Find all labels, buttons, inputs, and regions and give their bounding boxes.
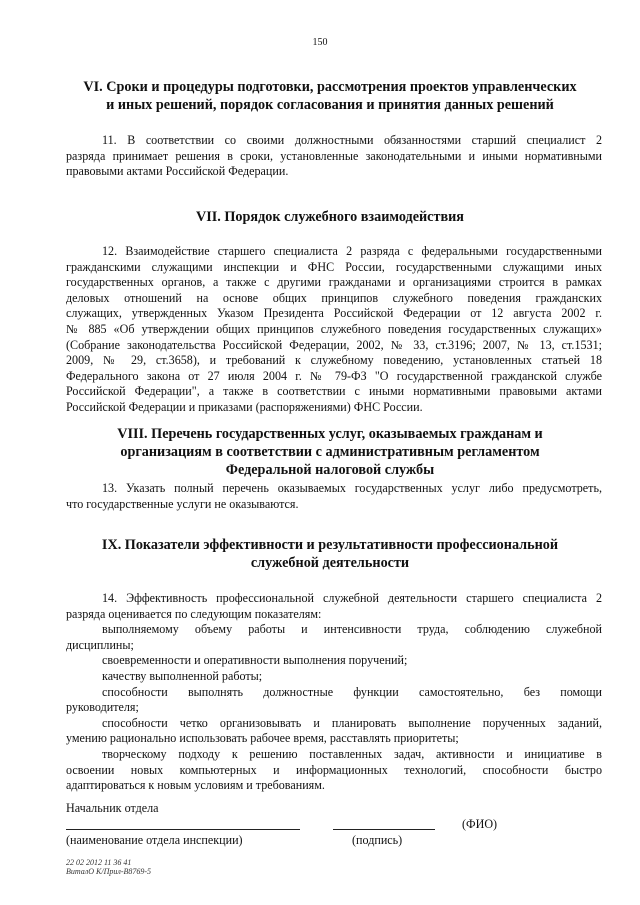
paragraph-line: Российской Федерации и приказами (распоряжениями) ФНС России. bbox=[66, 399, 423, 414]
paragraph-line: Федерального закона от 27 июля 2004 г. № 79-ФЗ "О государственной гражданской службе bbox=[66, 368, 602, 383]
section-vi-title-line: VI. Сроки и процедуры подготовки, рассмотрения проектов управленческих bbox=[83, 79, 577, 95]
section-viii-title-line: VIII. Перечень государственных услуг, оказываемых гражданам и bbox=[117, 426, 543, 442]
criterion-line: освоении новых компьютерных и информационных технологий, способности быстро bbox=[66, 762, 602, 777]
section-ix-title-line: служебной деятельности bbox=[250, 555, 410, 571]
signature-line bbox=[333, 829, 435, 830]
criterion-line: умению рационально использовать рабочее время, расставлять приоритеты; bbox=[66, 731, 459, 746]
signature-caption: (подпись) bbox=[352, 833, 403, 847]
criterion-line: выполняемому объему работы и интенсивности труда, соблюдению служебной bbox=[102, 622, 602, 637]
paragraph-line: разряда оценивается по следующим показателям: bbox=[66, 606, 322, 621]
section-viii-title bbox=[40, 425, 620, 479]
criterion-line: руководителя; bbox=[66, 700, 139, 715]
paragraph-line: (Собрание законодательства Российской Федерации, 2002, № 33, ст.3196; 2007, № 13, ст.1531; bbox=[66, 337, 602, 352]
paragraph-13 bbox=[66, 481, 602, 512]
paragraph-line: государственных органов, а также с другими гражданами и организациями строится в рамках bbox=[66, 275, 602, 290]
paragraph-line: Российской Федерации", а также в соответствии с иными нормативными правовыми актами bbox=[66, 384, 602, 399]
paragraph-11 bbox=[66, 133, 602, 180]
section-viii-title-line: Федеральной налоговой службы bbox=[225, 462, 435, 478]
section-viii-title-line: организациям в соответствии с административным регламентом bbox=[120, 444, 540, 460]
paragraph-line: № 885 «Об утверждении общих принципов служебного поведения государственных служащих» bbox=[66, 321, 602, 336]
criterion-line: своевременности и оперативности выполнения поручений; bbox=[102, 653, 408, 668]
criterion-line: дисциплины; bbox=[66, 637, 134, 652]
paragraph-line: 12. Взаимодействие старшего специалиста 2 разряда с федеральными государственными bbox=[102, 244, 602, 258]
section-vi-title-line: и иных решений, порядок согласования и принятия данных решений bbox=[106, 97, 554, 113]
footer-stamp bbox=[66, 858, 151, 876]
criterion-line: адаптироваться к новым условиям и требованиям. bbox=[66, 778, 325, 793]
paragraph-line: 13. Указать полный перечень оказываемых государственных услуг либо предусмотреть, bbox=[102, 481, 602, 495]
stamp-line: ВиталО К/Прил-В8769-5 bbox=[66, 867, 152, 876]
paragraph-14 bbox=[66, 591, 602, 794]
paragraph-line: разряда принимает решения в сроки, установленные законодательными и иными нормативными bbox=[66, 148, 602, 163]
section-ix-title bbox=[40, 536, 620, 572]
paragraph-line: 14. Эффективность профессиональной служебной деятельности старшего специалиста 2 bbox=[102, 591, 602, 605]
head-of-department-label: Начальник отдела bbox=[66, 801, 159, 815]
paragraph-line: что государственные услуги не оказываются. bbox=[66, 496, 299, 511]
paragraph-line: правовыми актами Российской Федерации. bbox=[66, 164, 289, 179]
criterion-line: творческому подходу к решению поставленных задач, активности и инициативе в bbox=[102, 746, 602, 761]
criterion-line: способности четко организовывать и планировать выполнение порученных заданий, bbox=[102, 715, 602, 730]
department-caption: (наименование отдела инспекции) bbox=[66, 833, 243, 847]
paragraph-line: 2009, № 29, ст.3658), и требований к служебному поведению, установленных статьей 18 bbox=[66, 353, 602, 368]
department-name-line bbox=[66, 829, 300, 830]
stamp-line: 22 02 2012 11 36 41 bbox=[66, 858, 132, 867]
paragraph-line: служащих, утвержденных Указом Президента Российской Федерации от 12 августа 2002 г. bbox=[66, 306, 602, 321]
paragraph-line: деловых отношений на основе общих принципов служебного поведения гражданских bbox=[66, 290, 602, 305]
paragraph-line: гражданскими служащими инспекции и ФНС России, государственными служащими иных bbox=[66, 259, 602, 274]
fio-caption: (ФИО) bbox=[462, 817, 498, 831]
paragraph-line: 11. В соответствии со своими должностными обязанностями старший специалист 2 bbox=[102, 133, 602, 147]
section-vii-title: VII. Порядок служебного взаимодействия bbox=[196, 209, 464, 225]
criterion-line: качеству выполненной работы; bbox=[102, 668, 263, 683]
section-vi-title bbox=[40, 78, 620, 114]
paragraph-12 bbox=[66, 244, 602, 416]
criterion-line: способности выполнять должностные функции самостоятельно, без помощи bbox=[102, 684, 602, 699]
page-number: 150 bbox=[312, 37, 328, 48]
section-ix-title-line: IX. Показатели эффективности и результативности профессиональной bbox=[101, 537, 559, 553]
